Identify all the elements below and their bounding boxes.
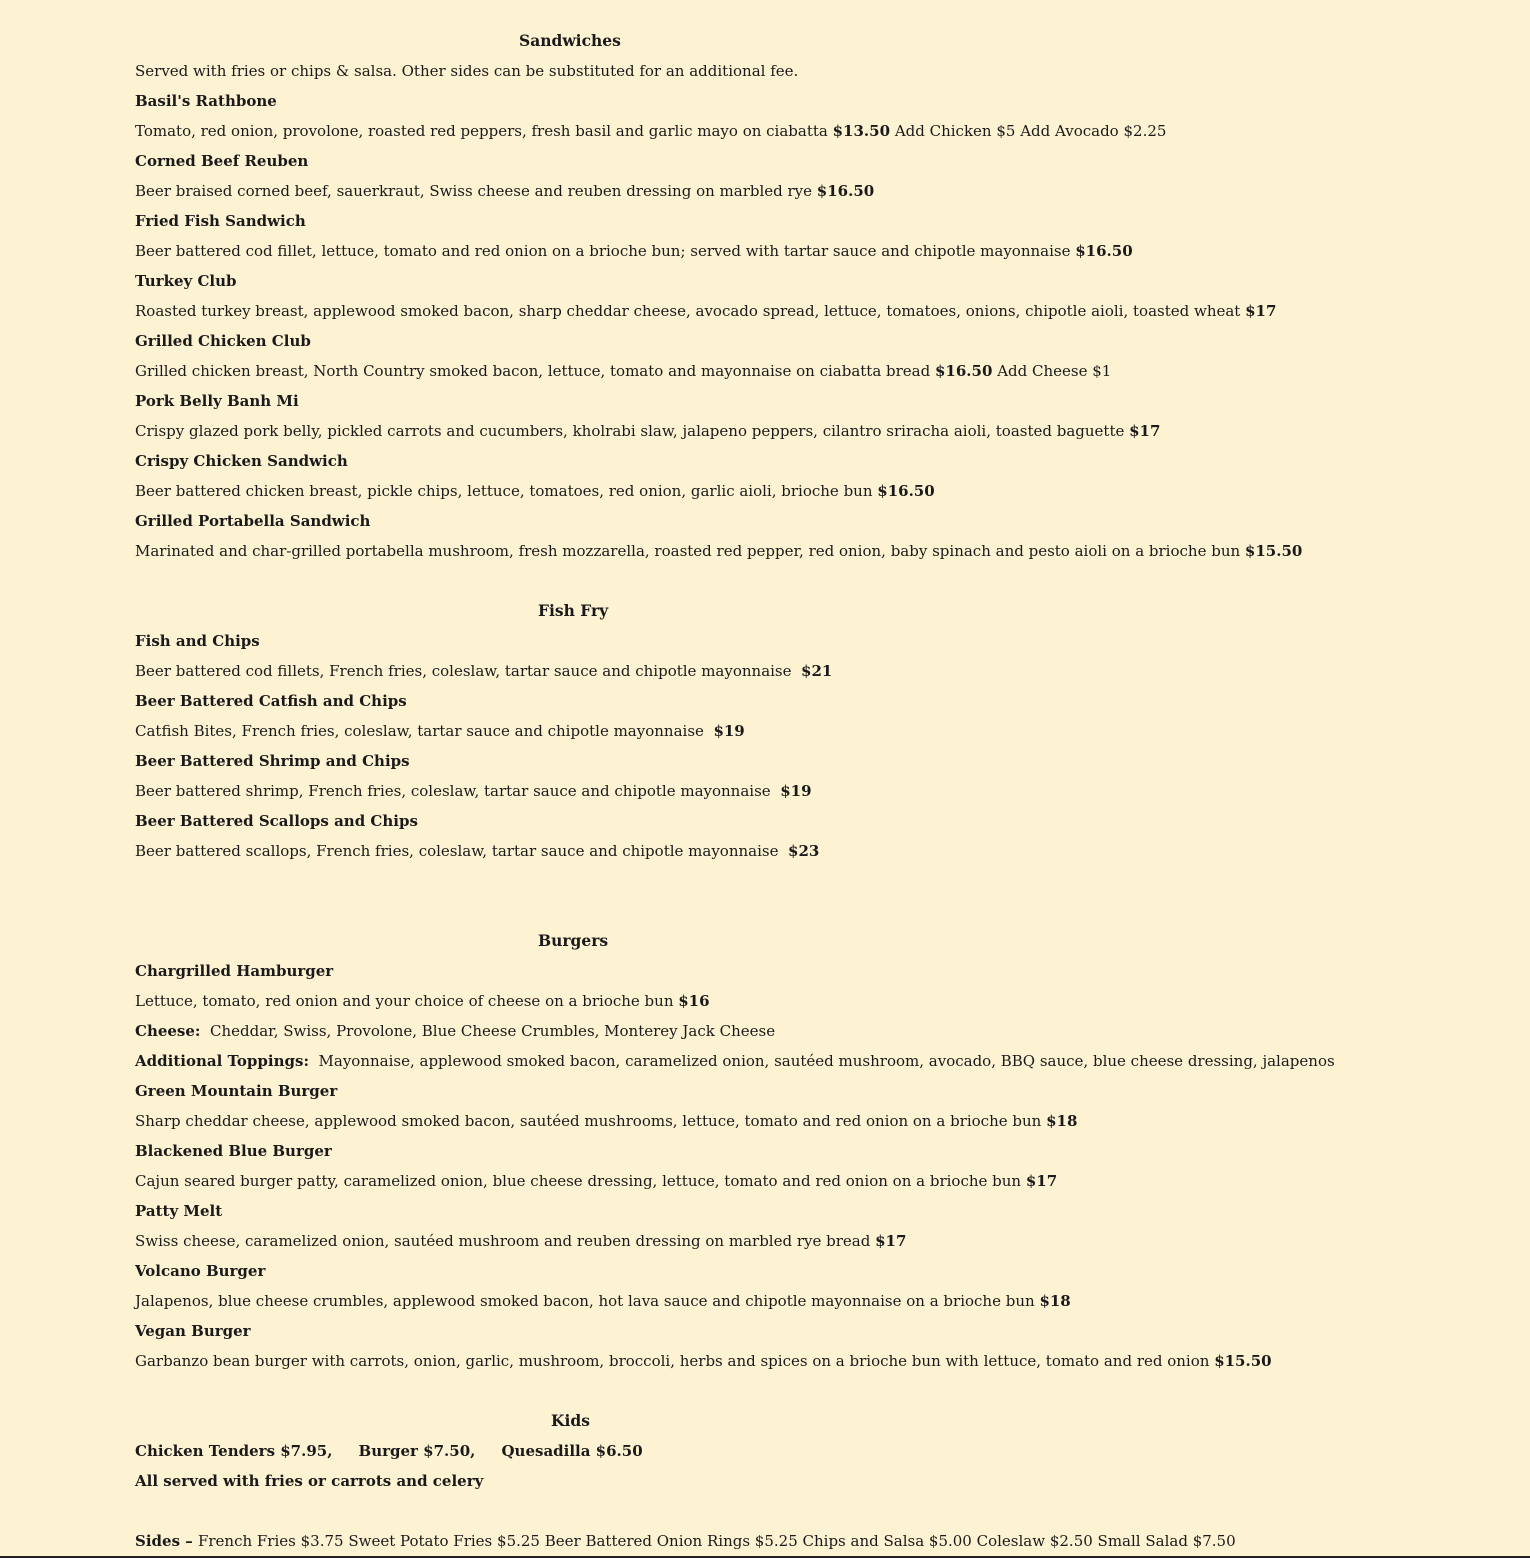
menu-item-name: Grilled Chicken Club bbox=[135, 332, 311, 350]
cheese-options: Cheese: Cheddar, Swiss, Provolone, Blue Cheese Crumbles, Monterey Jack Cheese bbox=[135, 1022, 776, 1040]
menu-item-name: Pork Belly Banh Mi bbox=[135, 392, 299, 410]
menu-item-price: $16.50 bbox=[1075, 242, 1133, 260]
menu-item-description: Beer battered scallops, French fries, coleslaw, tartar sauce and chipotle mayonnaise $23 bbox=[135, 842, 820, 860]
burgers-list bbox=[135, 1076, 1505, 1376]
menu-item-name: Beer Battered Shrimp and Chips bbox=[135, 752, 410, 770]
menu-item-description: Beer battered cod fillet, lettuce, tomato and red onion on a brioche bun; served with tartar sauce and chipotle mayonnaise $16.50 bbox=[135, 242, 1133, 260]
menu-item-price: $17 bbox=[1245, 302, 1277, 320]
menu-item-name: Vegan Burger bbox=[135, 1322, 251, 1340]
menu-item-name: Patty Melt bbox=[135, 1202, 223, 1220]
menu-item-description: Tomato, red onion, provolone, roasted red peppers, fresh basil and garlic mayo on ciabatta $13.50 Add Chicken $5 Add Avocado $2.25 bbox=[135, 122, 1167, 140]
menu-item-price: $17 bbox=[1129, 422, 1161, 440]
menu-item-description: Swiss cheese, caramelized onion, sautéed mushroom and reuben dressing on marbled rye bread $17 bbox=[135, 1232, 907, 1250]
menu-item-addon: Add Cheese $1 bbox=[992, 362, 1112, 380]
menu-item-description: Cajun seared burger patty, caramelized onion, blue cheese dressing, lettuce, tomato and red onion on a brioche bun $17 bbox=[135, 1172, 1058, 1190]
menu-item-price: $17 bbox=[1025, 1172, 1058, 1190]
menu-item-price: $15.50 bbox=[1244, 542, 1303, 560]
menu-item-name: Volcano Burger bbox=[135, 1262, 266, 1280]
sides-label: Sides – bbox=[135, 1532, 198, 1550]
menu-item-price: $17 bbox=[875, 1232, 907, 1250]
section-heading-sandwiches: Sandwiches bbox=[519, 31, 621, 50]
toppings-label: Additional Toppings: bbox=[135, 1052, 309, 1070]
menu-item-description: Catfish Bites, French fries, coleslaw, tartar sauce and chipotle mayonnaise $19 bbox=[135, 722, 745, 740]
menu-item-name: Turkey Club bbox=[135, 272, 237, 290]
cheese-label: Cheese: bbox=[135, 1022, 201, 1040]
menu-item-name: Beer Battered Scallops and Chips bbox=[135, 812, 418, 830]
menu-item-name: Crispy Chicken Sandwich bbox=[135, 452, 348, 470]
menu-item-price: $16 bbox=[678, 992, 710, 1010]
sandwiches-intro: Served with fries or chips & salsa. Other sides can be substituted for an additional fee. bbox=[135, 62, 799, 80]
menu-item-price: $18 bbox=[1046, 1112, 1078, 1130]
menu-item-name: Basil's Rathbone bbox=[135, 92, 277, 110]
menu-item-name: Grilled Portabella Sandwich bbox=[135, 512, 371, 530]
menu-item-price: $16.50 bbox=[877, 482, 935, 500]
section-heading-kids: Kids bbox=[551, 1411, 590, 1430]
menu-item-price: $21 bbox=[801, 662, 833, 680]
kids-items: Chicken Tenders $7.95, Burger $7.50, Quesadilla $6.50 bbox=[135, 1442, 643, 1460]
menu-item-price: $19 bbox=[713, 722, 745, 740]
menu-item-description: Beer battered cod fillets, French fries, coleslaw, tartar sauce and chipotle mayonnaise $21 bbox=[135, 662, 833, 680]
menu-item-name: Corned Beef Reuben bbox=[135, 152, 309, 170]
menu-item-price: $23 bbox=[788, 842, 820, 860]
fish-fry-list bbox=[135, 626, 1505, 866]
menu-item-description: Beer battered chicken breast, pickle chips, lettuce, tomatoes, red onion, garlic aioli, brioche bun $16.50 bbox=[135, 482, 935, 500]
menu-item-description: Sharp cheddar cheese, applewood smoked bacon, sautéed mushrooms, lettuce, tomato and red onion on a brioche bun $18 bbox=[135, 1112, 1078, 1130]
menu-item-price: $15.50 bbox=[1214, 1352, 1272, 1370]
menu-item-name: Fried Fish Sandwich bbox=[135, 212, 306, 230]
menu-item-description: Marinated and char-grilled portabella mushroom, fresh mozzarella, roasted red pepper, red onion, baby spinach and pesto aioli on a brioche bun $15.50 bbox=[135, 542, 1303, 560]
menu-item-name: Beer Battered Catfish and Chips bbox=[135, 692, 407, 710]
menu-page bbox=[135, 26, 1505, 1556]
menu-item-name: Fish and Chips bbox=[135, 632, 260, 650]
menu-item-description: Beer battered shrimp, French fries, coleslaw, tartar sauce and chipotle mayonnaise $19 bbox=[135, 782, 812, 800]
menu-item-name: Blackened Blue Burger bbox=[135, 1142, 332, 1160]
menu-item-name: Green Mountain Burger bbox=[135, 1082, 338, 1100]
menu-item-description: Jalapenos, blue cheese crumbles, applewood smoked bacon, hot lava sauce and chipotle mayonnaise on a brioche bun $18 bbox=[135, 1292, 1071, 1310]
menu-item-price: $18 bbox=[1039, 1292, 1071, 1310]
menu-item-description: Roasted turkey breast, applewood smoked bacon, sharp cheddar cheese, avocado spread, lettuce, tomatoes, onions, chipotle aioli, toasted wheat $17 bbox=[135, 302, 1277, 320]
menu-item-price: $19 bbox=[780, 782, 812, 800]
menu-item-description: Beer braised corned beef, sauerkraut, Swiss cheese and reuben dressing on marbled rye $16.50 bbox=[135, 182, 875, 200]
sandwiches-list bbox=[135, 86, 1505, 566]
menu-item-name: Chargrilled Hamburger bbox=[135, 962, 334, 980]
menu-item-price: $16.50 bbox=[816, 182, 875, 200]
menu-item-price: $16.50 bbox=[935, 362, 993, 380]
menu-item-description: Garbanzo bean burger with carrots, onion, garlic, mushroom, broccoli, herbs and spices on a brioche bun with lettuce, tomato and red onion $15.50 bbox=[135, 1352, 1272, 1370]
menu-item-price: $13.50 bbox=[832, 122, 891, 140]
menu-item-description: Lettuce, tomato, red onion and your choice of cheese on a brioche bun $16 bbox=[135, 992, 710, 1010]
section-heading-fish-fry: Fish Fry bbox=[538, 601, 609, 620]
kids-note: All served with fries or carrots and celery bbox=[135, 1472, 484, 1490]
additional-toppings: Additional Toppings: Mayonnaise, applewood smoked bacon, caramelized onion, sautéed mushroom, avocado, BBQ sauce, blue cheese dressing, jalapenos bbox=[135, 1052, 1335, 1070]
menu-item-description: Crispy glazed pork belly, pickled carrots and cucumbers, kholrabi slaw, jalapeno peppers, cilantro sriracha aioli, toasted baguette $17 bbox=[135, 422, 1161, 440]
menu-item-description: Grilled chicken breast, North Country smoked bacon, lettuce, tomato and mayonnaise on ciabatta bread $16.50 Add Cheese $1 bbox=[135, 362, 1112, 380]
section-heading-burgers: Burgers bbox=[538, 931, 609, 950]
sides-line: Sides – French Fries $3.75 Sweet Potato Fries $5.25 Beer Battered Onion Rings $5.25 Chips and Salsa $5.00 Coleslaw $2.50 Small Salad $7.50 bbox=[135, 1532, 1236, 1550]
menu-item-addon: Add Chicken $5 Add Avocado $2.25 bbox=[890, 122, 1167, 140]
